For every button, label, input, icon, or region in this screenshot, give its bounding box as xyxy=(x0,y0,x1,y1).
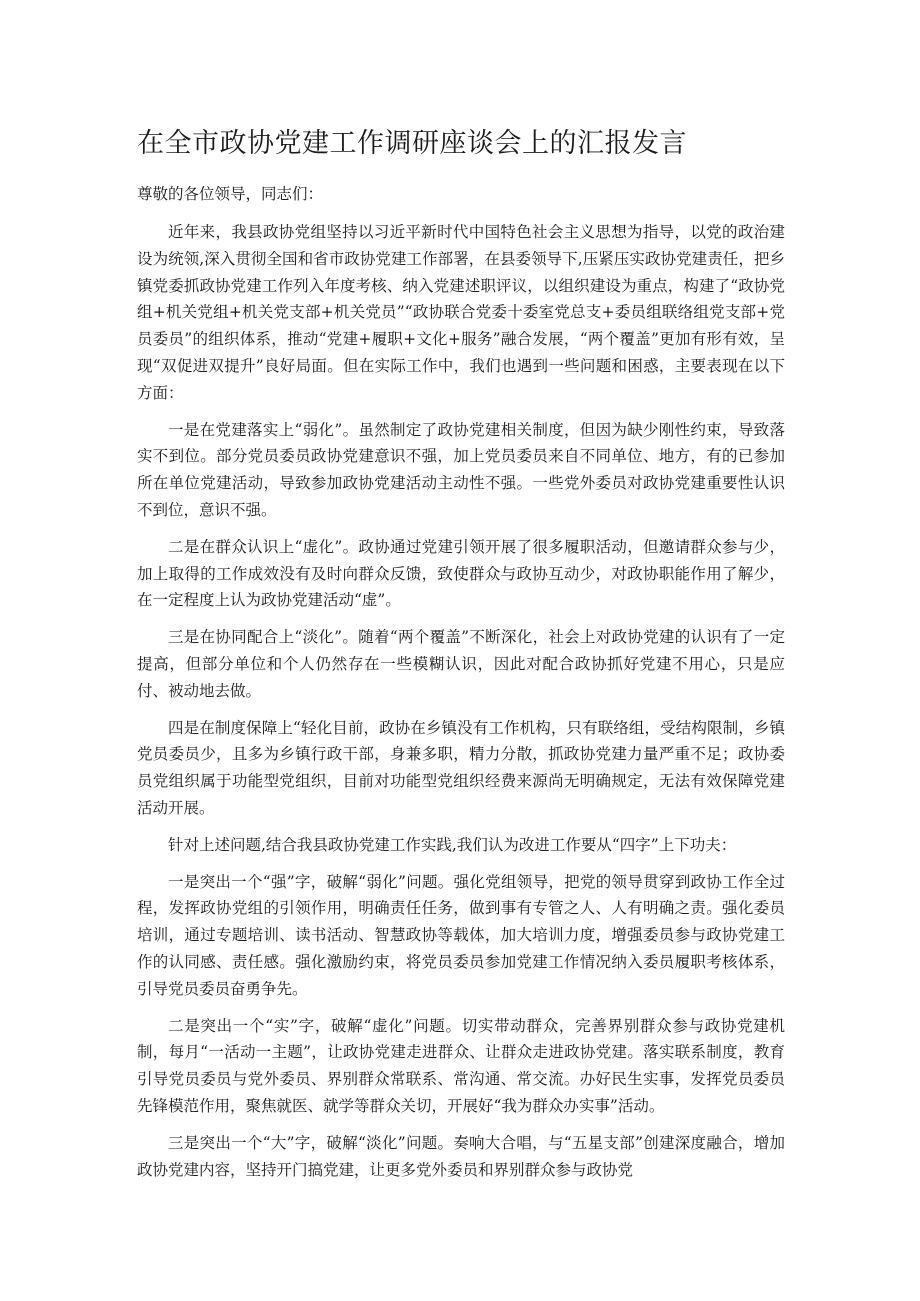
paragraph-transition: 针对上述问题,结合我县政协党建工作实践,我们认为改进工作要从“四字”上下功夫： xyxy=(168,835,737,854)
paragraph-intro: 近年来，我县政协党组坚持以习近平新时代中国特色社会主义思想为指导，以党的政治建设为统领,深入贯彻全国和省市政协党建工作部署，在县委领导下,压紧压实政协党建责任，把乡镇党委抓政协党建工作列入年度考核、纳入党建述职评议，以组织建设为重点，构建了“政协党组+机关党组+机关党支部+机关党员”“政协联合党委十委室党总支+委员组联络组党支部+党员委员”的组织体系，推动“党建+履职+文化+服务”融合发展，“两个覆盖”更加有形有效，呈现“双促进双提升”良好局面。但在实际工作中，我们也遇到一些问题和困惑，主要表现在以下方面： xyxy=(137,223,785,402)
paragraph-issue-safeguards: 四是在制度保障上“轻化目前，政协在乡镇没有工作机构，只有联络组，受结构限制，乡镇党员委员少，且多为乡镇行政干部，身兼多职，精力分散，抓政协党建力量严重不足；政协委员党组织属于功能型党组织，目前对功能型党组织经费来源尚无明确规定，无法有效保障党建活动开展。 xyxy=(137,718,785,817)
document-body xyxy=(137,180,785,1193)
paragraph-issue-hollowing: 二是在群众认识上“虚化”。政协通过党建引领开展了很多履职活动，但邀请群众参与少，加上取得的工作成效没有及时向群众反馈，致使群众与政协互动少，对政协职能作用了解少，在一定程度上认为政协党建活动“虚”。 xyxy=(137,537,785,610)
paragraph-measure-broad: 三是突出一个“大”字，破解“淡化”问题。奏响大合唱，与“五星支部”创建深度融合，增加政协党建内容，坚持开门搞党建，让更多党外委员和界别群众参与政协党 xyxy=(137,1133,785,1179)
paragraph-measure-strong: 一是突出一个“强”字，破解“弱化”问题。强化党组领导，把党的领导贯穿到政协工作全过程，发挥政协党组的引领作用，明确责任任务，做到事有专管之人、人有明确之责。强化委员培训，通过专题培训、读书活动、智慧政协等载体，加大培训力度，增强委员参与政协党建工作的认同感、责任感。强化激励约束，将党员委员参加党建工作情况纳入委员履职考核体系，引导党员委员奋勇争先。 xyxy=(137,872,785,998)
paragraph-issue-diluting: 三是在协同配合上“淡化”。随着“两个覆盖”不断深化，社会上对政协党建的认识有了一定提高，但部分单位和个人仍然存在一些模糊认识，因此对配合政协抓好党建不用心，只是应付、被动地去做。 xyxy=(137,628,785,700)
document-title: 在全市政协党建工作调研座谈会上的汇报发言 xyxy=(137,128,687,159)
paragraph-issue-weakening: 一是在党建落实上“弱化”。虽然制定了政协党建相关制度，但因为缺少刚性约束，导致落实不到位。部分党员委员政协党建意识不强，加上党员委员来自不同单位、地方，有的已参加所在单位党建活动，导致参加政协党建活动主动性不强。一些党外委员对政协党建重要性认识不到位，意识不强。 xyxy=(137,420,785,519)
paragraph-measure-solid: 二是突出一个“实”字，破解“虚化”问题。切实带动群众，完善界别群众参与政协党建机制，每月“一活动一主题”，让政协党建走进群众、让群众走进政协党建。落实联系制度，教育引导党员委员与党外委员、界别群众常联系、常沟通、常交流。办好民生实事，发挥党员委员先锋模范作用，聚焦就医、就学等群众关切，开展好“我为群众办实事”活动。 xyxy=(137,1016,785,1115)
salutation: 尊敬的各位领导，同志们： xyxy=(137,185,324,203)
